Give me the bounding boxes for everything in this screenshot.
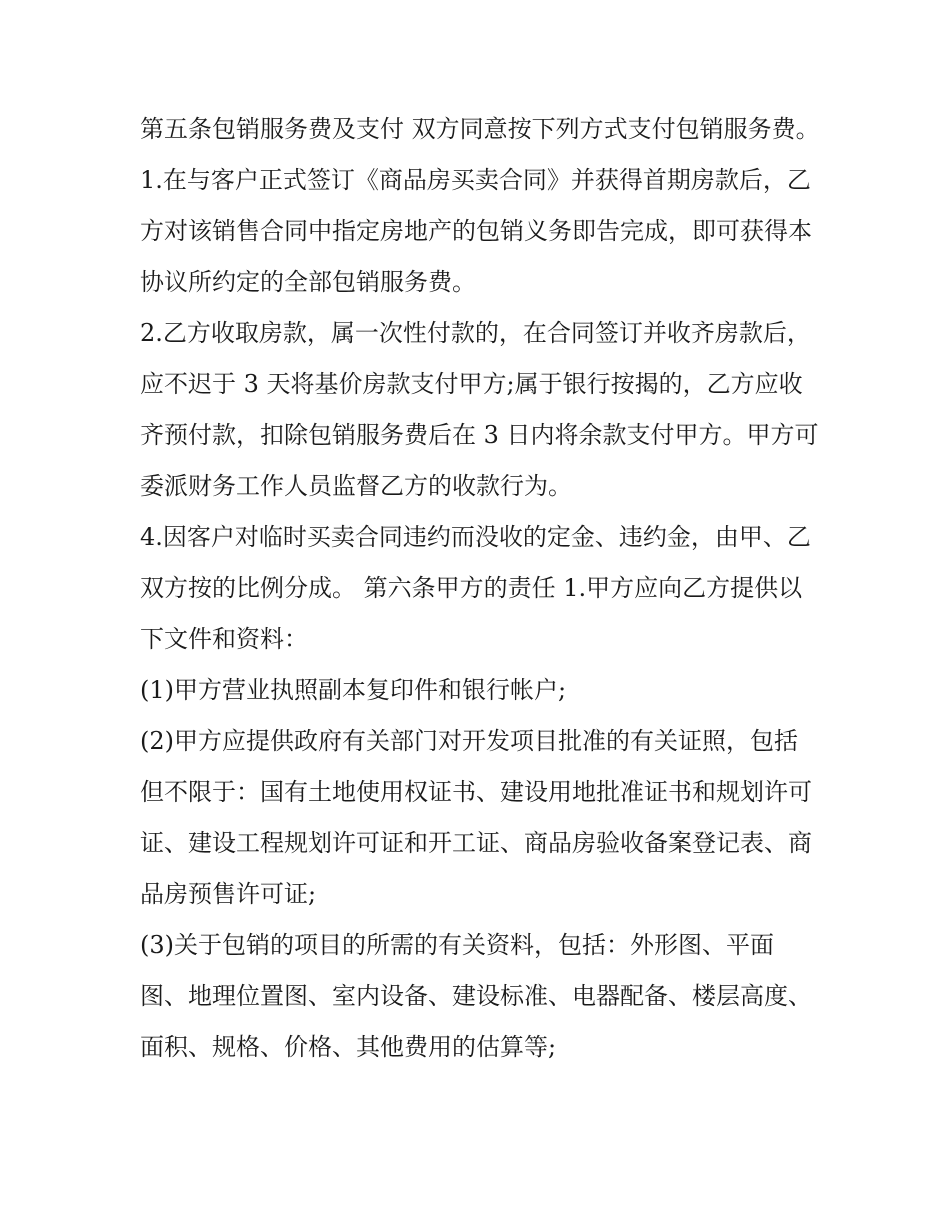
document-body [140, 104, 820, 1073]
paragraph-article-5: 第五条包销服务费及支付 双方同意按下列方式支付包销服务费。 [140, 115, 820, 143]
paragraph-clause-1: 1.在与客户正式签订《商品房买卖合同》并获得首期房款后，乙方对该销售合同中指定房地产的包销义务即告完成，即可获得本协议所约定的全部包销服务费。 [140, 166, 812, 296]
paragraph-clause-4: 4.因客户对临时买卖合同违约而没收的定金、违约金，由甲、乙双方按的比例分成。 第六条甲方的责任 1.甲方应向乙方提供以下文件和资料： [140, 523, 811, 653]
paragraph-item-1: (1)甲方营业执照副本复印件和银行帐户; [140, 676, 567, 704]
paragraph-clause-2: 2.乙方收取房款，属一次性付款的，在合同签订并收齐房款后，应不迟于 3 天将基价房款支付甲方;属于银行按揭的，乙方应收齐预付款，扣除包销服务费后在 3 日内将余款支付甲方。甲方可委派财务工作人员监督乙方的收款行为。 [140, 319, 819, 500]
paragraph-item-3: (3)关于包销的项目的所需的有关资料，包括：外形图、平面图、地理位置图、室内设备、建设标准、电器配备、楼层高度、面积、规格、价格、其他费用的估算等; [140, 931, 812, 1061]
paragraph-item-2: (2)甲方应提供政府有关部门对开发项目批准的有关证照，包括但不限于：国有土地使用权证书、建设用地批准证书和规划许可证、建设工程规划许可证和开工证、商品房验收备案登记表、商品房预售许可证; [140, 727, 812, 908]
